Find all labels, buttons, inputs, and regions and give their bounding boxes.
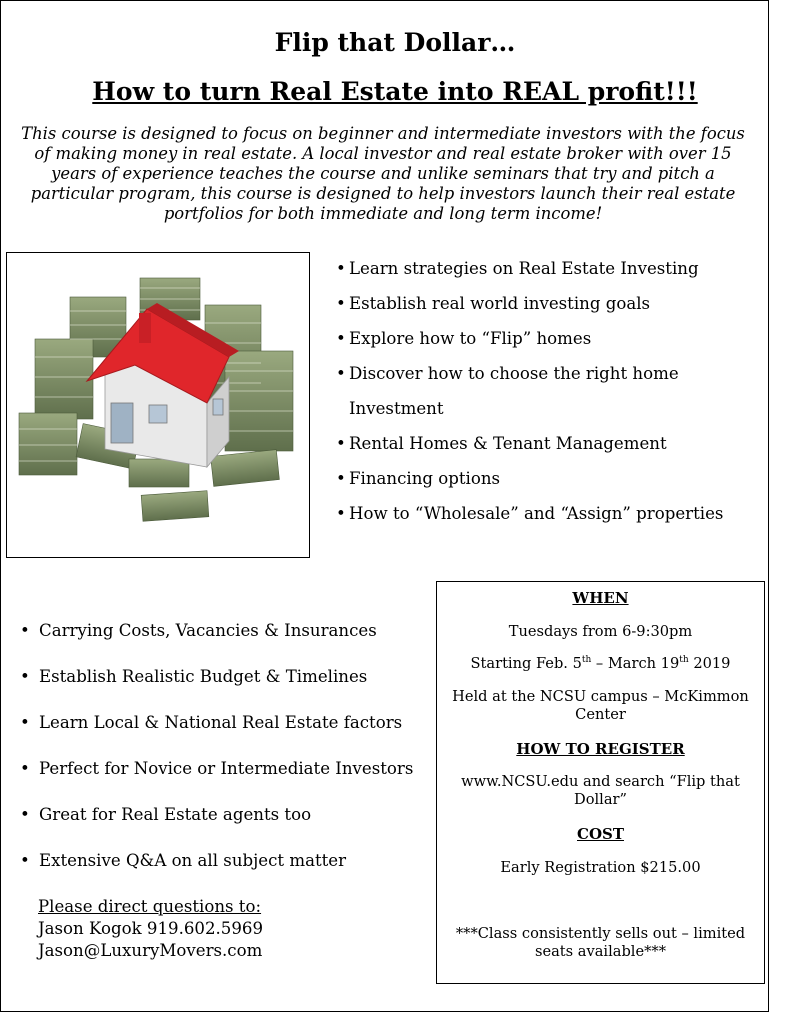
contact-name-phone: Jason Kogok 919.602.5969 [38,919,264,938]
list-item: • Carrying Costs, Vacancies & Insurances [20,620,432,666]
location-text: Held at the NCSU campus – McKimmon Center [452,688,749,723]
schedule-text: Tuesdays from 6-9:30pm [508,623,693,640]
list-item: • Extensive Q&A on all subject matter [20,850,432,896]
contact-block [38,896,263,962]
flyer-subtitle: How to turn Real Estate into REAL profit!!! [92,77,698,106]
sellout-note: ***Class consistently sells out – limited seats available*** [455,925,746,960]
house-money-image [6,252,310,558]
list-item: • Explore how to “Flip” homes [336,321,761,356]
flyer-title: Flip that Dollar… [274,28,516,57]
course-topics-list [336,251,761,531]
when-heading: WHEN [572,589,629,607]
additional-topics-list [20,620,432,896]
contact-email: Jason@LuxuryMovers.com [38,941,263,960]
register-text: www.NCSU.edu and search “Flip that Dollar” [461,773,740,808]
list-item: • How to “Wholesale” and “Assign” properties [336,496,761,531]
contact-heading: Please direct questions to: [38,897,262,916]
date-range-text: Starting Feb. 5th – March 19th 2019 [470,655,731,672]
register-heading: HOW TO REGISTER [516,740,685,758]
list-item: • Learn strategies on Real Estate Investing [336,251,761,286]
list-item: • Perfect for Novice or Intermediate Investors [20,758,432,804]
course-description: This course is designed to focus on beginner and intermediate investors with the focus of making money in real estate. A local investor and real estate broker with over 15 years of experience teaches the course and unlike seminars that try and pitch a particular program, this course is designed to help investors launch their real estate portfolios for both immediate and long term income! [21,124,745,223]
list-item: • Great for Real Estate agents too [20,804,432,850]
list-item: • Financing options [336,461,761,496]
cost-text: Early Registration $215.00 [500,859,701,876]
list-item: • Rental Homes & Tenant Management [336,426,761,461]
list-item: • Discover how to choose the right home Investment [336,356,761,426]
cost-heading: COST [577,825,624,843]
list-item: • Establish Realistic Budget & Timelines [20,666,432,712]
house-with-money-stacks-icon [7,253,309,557]
list-item: • Establish real world investing goals [336,286,761,321]
list-item: • Learn Local & National Real Estate factors [20,712,432,758]
event-info-box [436,581,765,984]
